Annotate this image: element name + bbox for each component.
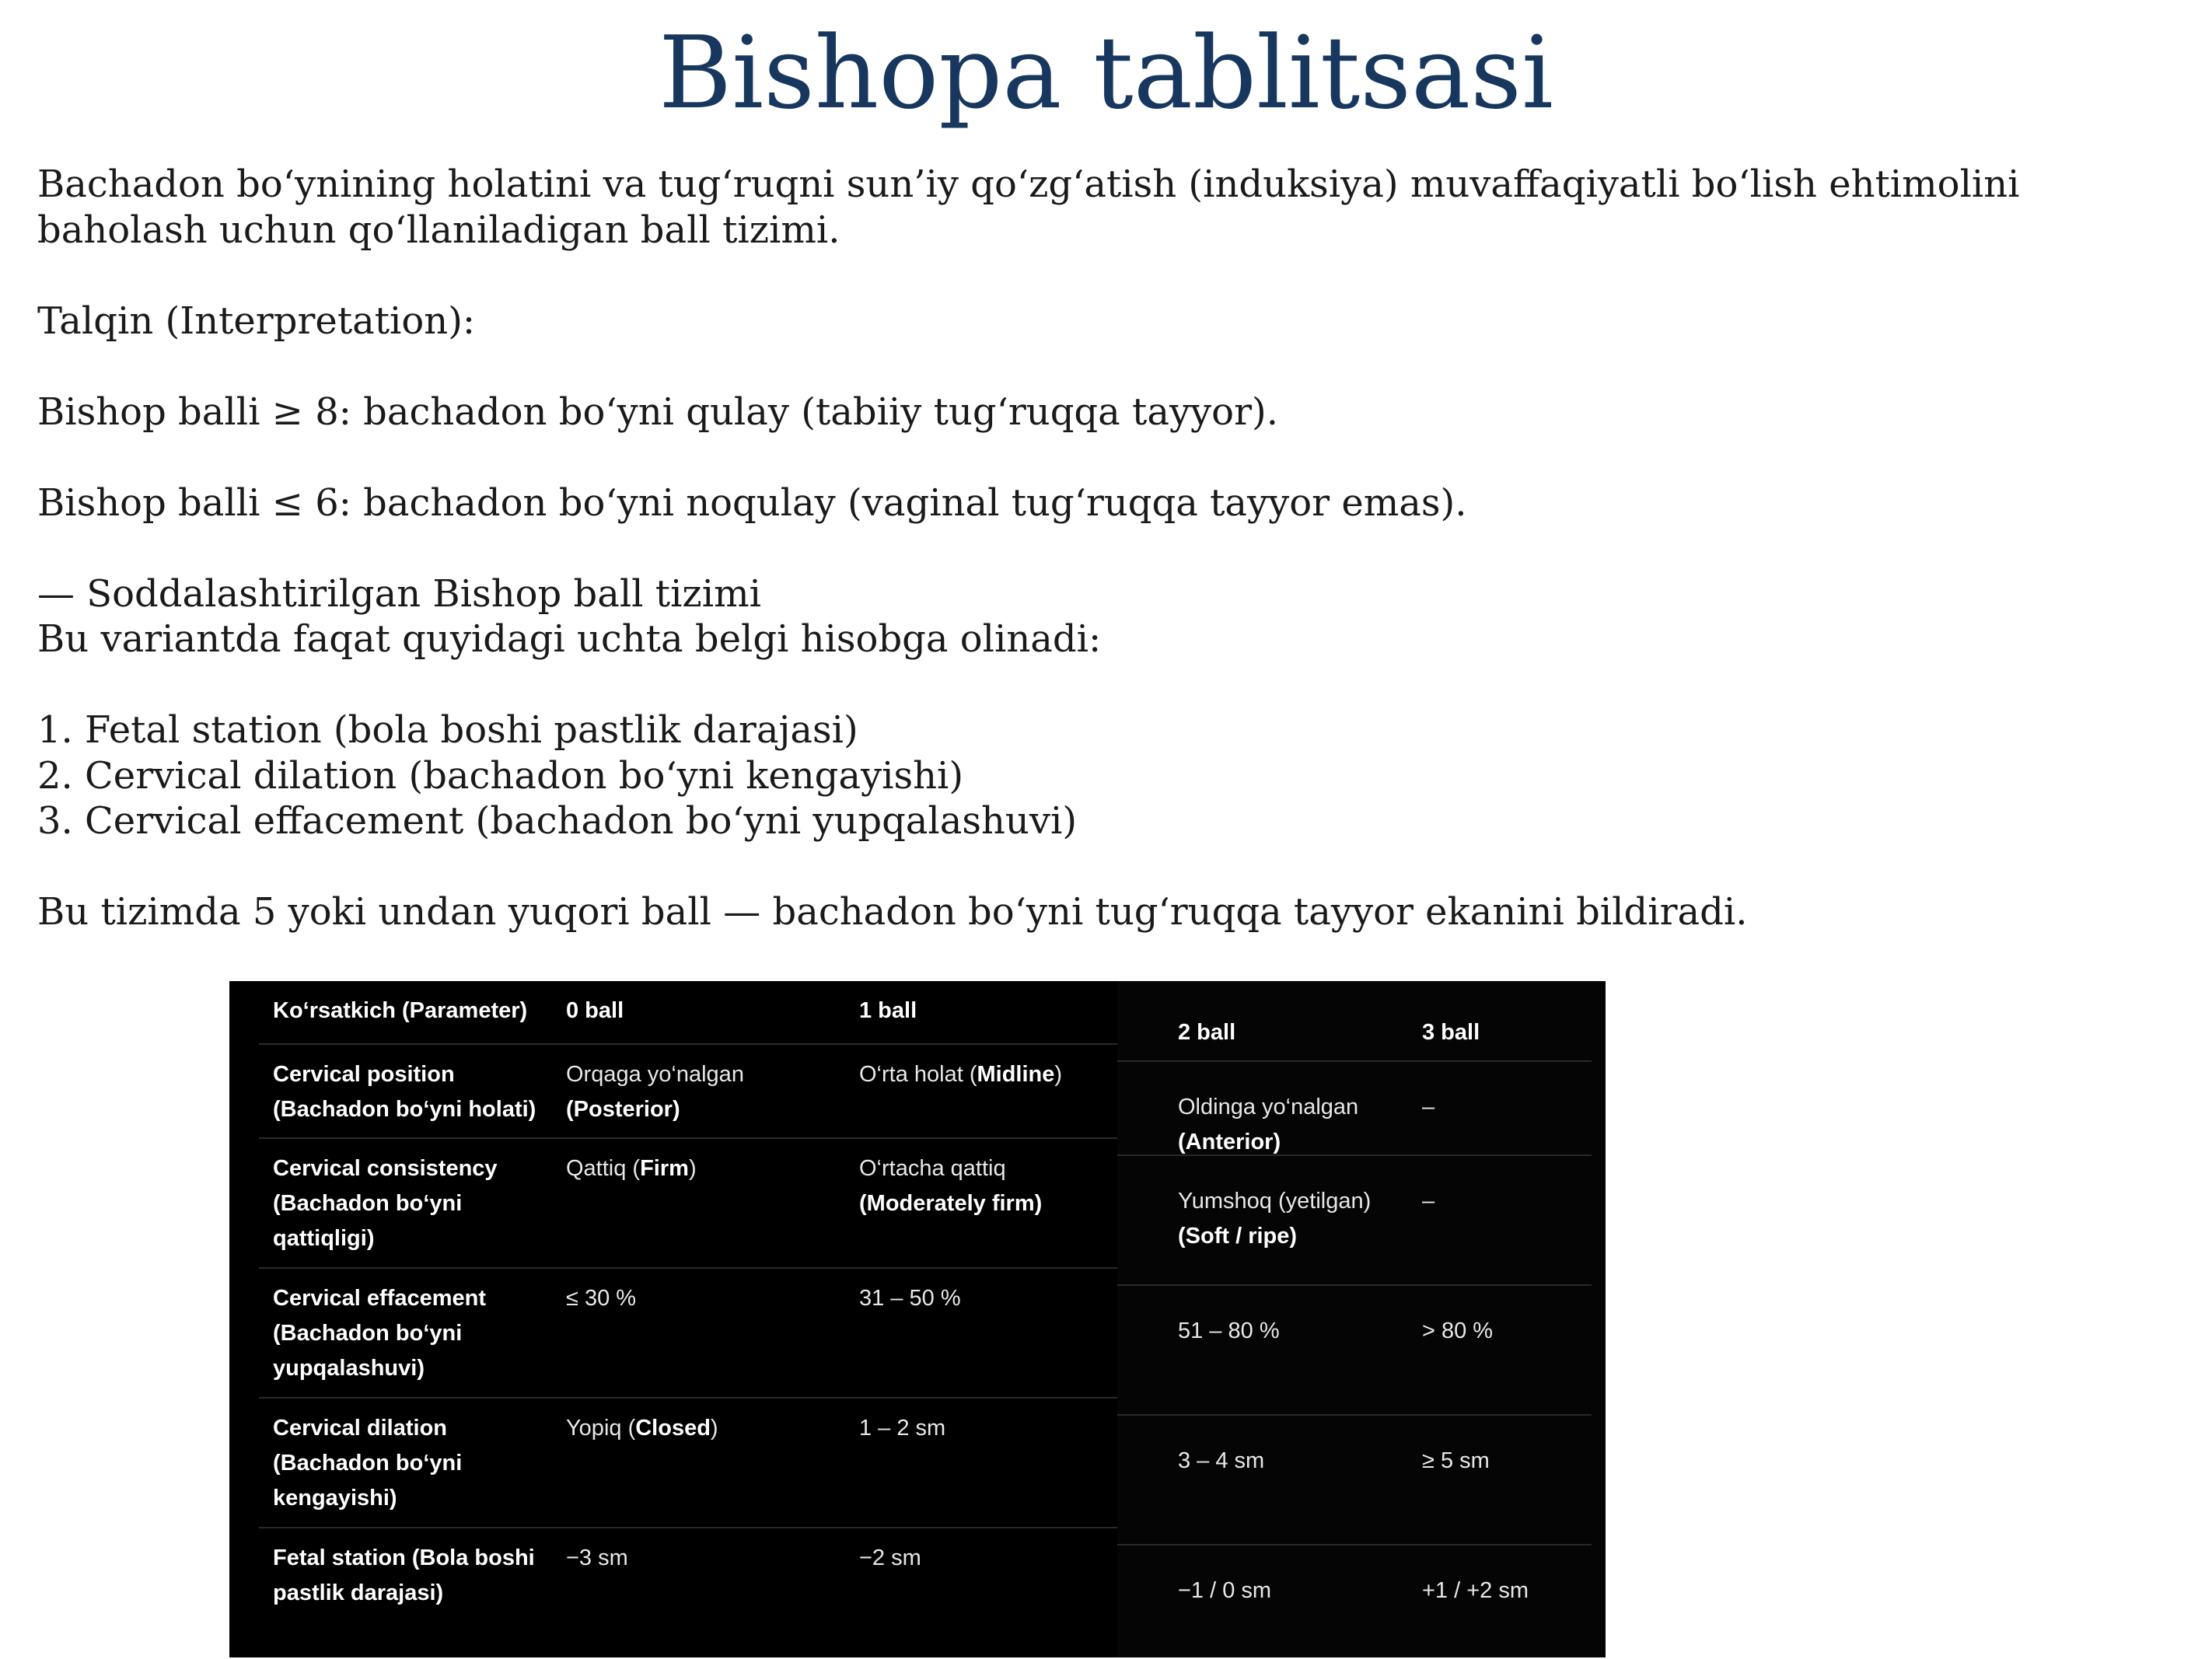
parameter-cell xyxy=(259,1269,552,1397)
cell-text: O‘rtacha qattiq xyxy=(859,1156,1006,1181)
header-2-ball: 2 ball xyxy=(1178,1020,1236,1045)
parameter-name-uz: (Bachadon bo‘yni yupqalashuvi) xyxy=(273,1321,463,1381)
score-1-cell xyxy=(845,1045,1117,1137)
parameter-name: Cervical dilation xyxy=(273,1416,448,1441)
table-row xyxy=(259,1399,1117,1528)
page-title: Bishopa tablitsasi xyxy=(659,16,1553,131)
interpretation-heading: Talqin (Interpretation): xyxy=(37,299,476,343)
cell-text-en: (Anterior) xyxy=(1178,1130,1281,1154)
parameter-name: Cervical effacement xyxy=(273,1286,487,1311)
table-row xyxy=(1117,1545,1592,1657)
score-1-cell: −2 sm xyxy=(859,1545,921,1570)
table-row xyxy=(259,1139,1117,1269)
header-0-ball: 0 ball xyxy=(566,998,624,1023)
table-right-section xyxy=(1117,981,1606,1657)
parameter-cell xyxy=(259,1399,552,1527)
score-1-cell: 1 – 2 sm xyxy=(859,1416,946,1441)
table-left-section xyxy=(229,981,1117,1657)
cell-text-en: Closed xyxy=(635,1416,711,1441)
score-3-cell: ≥ 5 sm xyxy=(1422,1448,1490,1473)
parameter-cell: Fetal station (Bola boshi pastlik darajasi) xyxy=(273,1545,535,1605)
cell-text: Orqaga yo‘nalgan xyxy=(566,1062,744,1087)
score-2-cell xyxy=(1117,1156,1408,1284)
score-3-cell: – xyxy=(1422,1095,1435,1119)
list-item: 2. Cervical dilation (bachadon bo‘yni kengayishi) xyxy=(37,753,964,798)
cell-text: O‘rta holat ( xyxy=(859,1062,977,1087)
table-row xyxy=(1117,1156,1592,1286)
bishop-score-table xyxy=(229,981,1606,1657)
cell-text: ) xyxy=(710,1416,718,1441)
score-0-cell: −3 sm xyxy=(566,1545,628,1570)
table-row xyxy=(1117,1062,1592,1156)
intro-paragraph: Bachadon bo‘ynining holatini va tug‘ruqni sun’iy qo‘zg‘atish (induksiya) muvaffaqiyatli bo‘lish ehtimolini baholash uchun qo‘llaniladigan ball tizimi. xyxy=(37,162,2020,252)
parameter-name-uz: (Bachadon bo‘yni holati) xyxy=(273,1097,536,1122)
header-3-ball: 3 ball xyxy=(1422,1020,1480,1045)
list-item: 3. Cervical effacement (bachadon bo‘yni yupqalashuvi) xyxy=(37,799,1078,843)
parameter-cell xyxy=(259,1139,552,1267)
parameter-name-uz: (Bachadon bo‘yni qattiqligi) xyxy=(273,1191,463,1251)
parameter-name: Cervical position xyxy=(273,1062,455,1087)
table-row xyxy=(259,1269,1117,1399)
parameter-cell xyxy=(259,1045,552,1137)
score-0-cell xyxy=(552,1045,845,1137)
simplified-intro: Bu variantda faqat quyidagi uchta belgi hisobga olinadi: xyxy=(37,617,1102,661)
header-1-ball: 1 ball xyxy=(859,998,917,1023)
cell-text-en: Firm xyxy=(640,1156,689,1181)
cell-text: Qattiq ( xyxy=(566,1156,641,1181)
score-3-cell: > 80 % xyxy=(1422,1318,1494,1343)
parameter-name-uz: (Bachadon bo‘yni kengayishi) xyxy=(273,1451,463,1511)
score-0-cell xyxy=(552,1139,845,1267)
conclusion-paragraph: Bu tizimda 5 yoki undan yuqori ball — bachadon bo‘yni tug‘ruqqa tayyor ekanini bildiradi. xyxy=(37,890,1748,934)
cell-text-en: (Soft / ripe) xyxy=(1178,1224,1298,1249)
cell-text: Yumshoq (yetilgan) xyxy=(1178,1189,1372,1214)
score-2-cell: 51 – 80 % xyxy=(1178,1318,1280,1343)
document-body xyxy=(37,162,2191,935)
simplified-heading: — Soddalashtirilgan Bishop ball tizimi xyxy=(37,571,761,616)
cell-text-en: (Posterior) xyxy=(566,1097,680,1122)
table-header-row xyxy=(259,981,1117,1045)
interpretation-favorable: Bishop balli ≥ 8: bachadon bo‘yni qulay (tabiiy tug‘ruqqa tayyor). xyxy=(37,389,1278,434)
score-1-cell xyxy=(845,1139,1117,1267)
parameter-name: Cervical consistency xyxy=(273,1156,498,1181)
cell-text: ) xyxy=(1054,1062,1063,1087)
score-0-cell xyxy=(552,1399,845,1527)
list-item: 1. Fetal station (bola boshi pastlik darajasi) xyxy=(37,708,858,752)
cell-text: Oldinga yo‘nalgan xyxy=(1178,1095,1359,1119)
interpretation-unfavorable: Bishop balli ≤ 6: bachadon bo‘yni noqulay (vaginal tug‘ruqqa tayyor emas). xyxy=(37,480,1467,525)
score-2-cell: 3 – 4 sm xyxy=(1178,1448,1265,1473)
table-row xyxy=(1117,1416,1592,1545)
table-header-row xyxy=(1117,981,1592,1062)
score-0-cell: ≤ 30 % xyxy=(566,1286,637,1311)
table-row xyxy=(259,1045,1117,1139)
table-row xyxy=(259,1528,1117,1657)
score-3-cell: +1 / +2 sm xyxy=(1422,1578,1529,1603)
cell-text: ) xyxy=(688,1156,697,1181)
cell-text-en: Midline xyxy=(977,1062,1055,1087)
cell-text-en: (Moderately firm) xyxy=(859,1191,1043,1216)
score-2-cell xyxy=(1117,1062,1408,1154)
score-1-cell: 31 – 50 % xyxy=(859,1286,961,1311)
table-row xyxy=(1117,1286,1592,1416)
cell-text: Yopiq ( xyxy=(566,1416,636,1441)
score-3-cell: – xyxy=(1422,1189,1435,1214)
header-parameter: Ko‘rsatkich (Parameter) xyxy=(273,998,528,1023)
score-2-cell: −1 / 0 sm xyxy=(1178,1578,1272,1603)
